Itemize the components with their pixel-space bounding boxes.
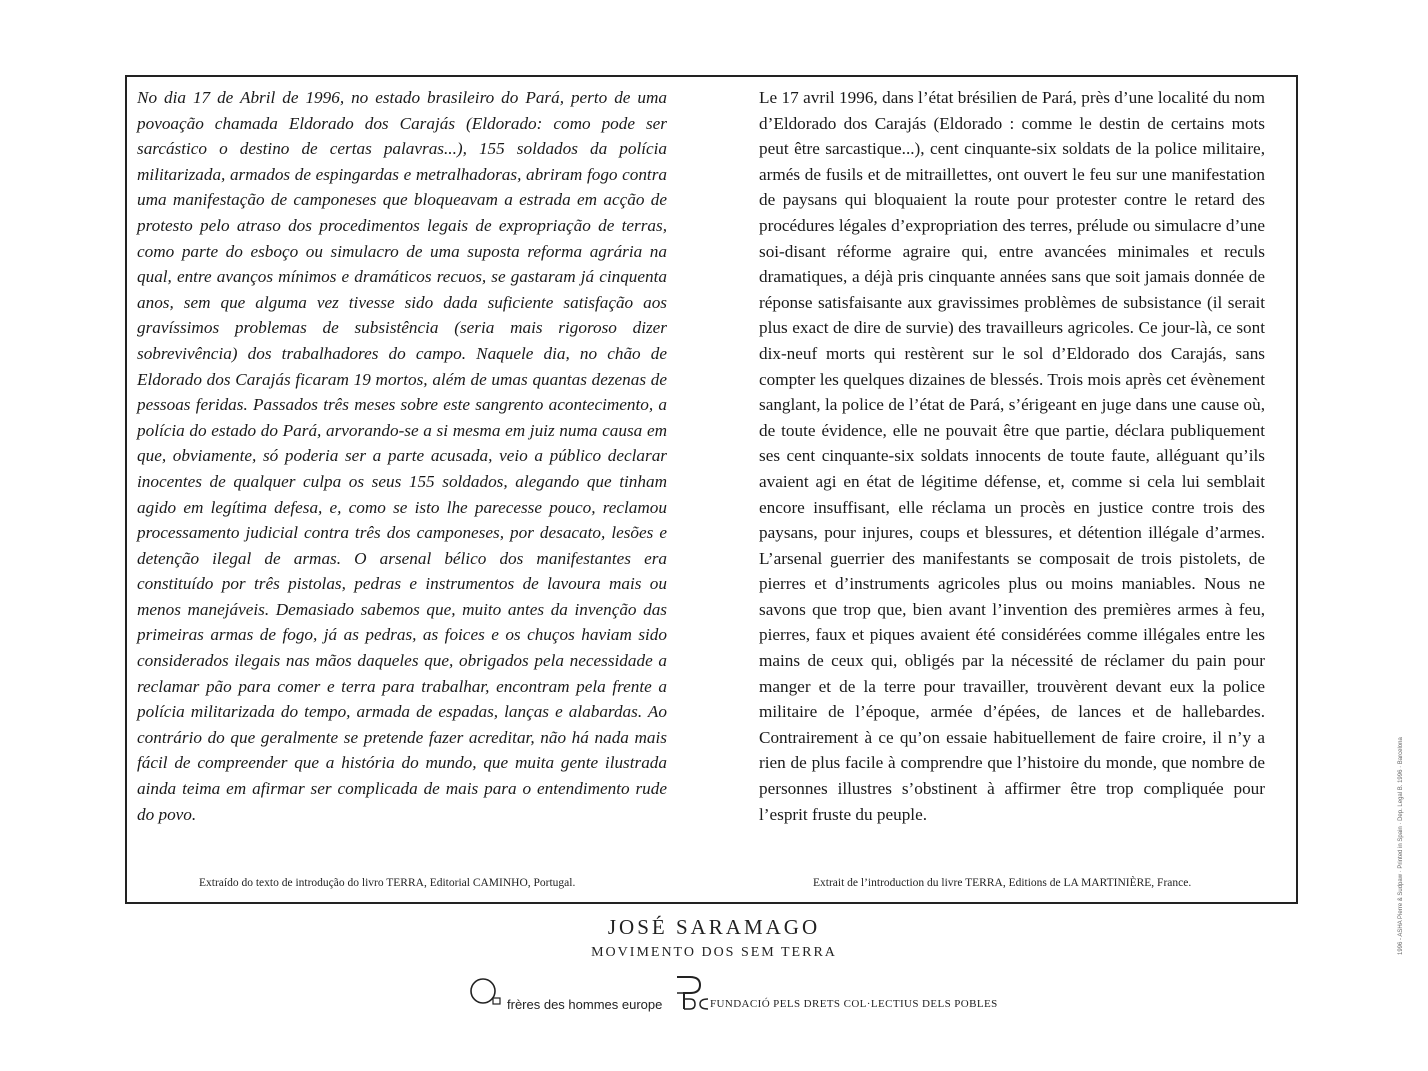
fundacio-logo-icon <box>674 973 714 1013</box>
fundacio-name: FUNDACIÓ PELS DRETS COL·LECTIUS DELS POBLES <box>710 998 998 1010</box>
french-source-caption: Extrait de l’introduction du livre TERRA, Editions de LA MARTINIÈRE, France. <box>813 877 1192 889</box>
text-frame <box>125 75 1298 904</box>
freres-des-hommes-name: frères des hommes europe <box>507 997 663 1012</box>
freres-des-hommes-logo-icon <box>466 977 506 1007</box>
poster-subtitle: MOVIMENTO DOS SEM TERRA <box>591 945 837 960</box>
french-text-column: Le 17 avril 1996, dans l’état brésilien de Pará, près d’une localité du nom d’Eldorado dos Carajás (Eldorado : comme le destin de certains mots peut être sarcastique...), cent cinquante-six soldats de la police militaire, armés de fusils et de mitraillettes, ont ouvert le feu sur une manifestation de paysans qui bloquaient la route pour protester contre le retard des procédures légales d’expropriation des terres, prélude ou simulacre d’une soi-disant réforme agraire qui, entre avancées minimales et reculs dramatiques, a déjà pris cinquante années sans que soit jamais donnée de réponse satisfaisante aux gravissimes problèmes de subsistance (il serait plus exact de dire de survie) des travailleurs agricoles. Ce jour-là, ce sont dix-neuf morts qui restèrent sur le sol d’Eldorado dos Carajás, sans compter les quelques dizaines de blessés. Trois mois après cet évènement sanglant, la police de l’état de Pará, s’érigeant en juge dans une cause où, de toute évidence, elle ne pouvait être que partie, déclara publiquement ses cent cinquante-six soldats innocents de toute faute, alléguant qu’ils avaient agi en état de légitime défense, et, comme si cela lui semblait encore insuffisant, elle réclama un procès en justice contre trois des paysans, pour injures, coups et blessures, et détention illégale d’armes. L’arsenal guerrier des manifestants se composait de trois pistolets, de pierres et d’instruments agricoles plus ou moins maniables. Nous ne savons que trop que, bien avant l’invention des premières armes à feu, pierres, faux et piques avaient été considérées comme illégales entre les mains de ceux qui, obligés par la nécessité de réclamer du pain pour manger et de la terre pour travailler, trouvèrent devant eux la police militaire de l’époque, armée d’épées, de lances et de hallebardes. Contrairement à ce qu’on essaie habituellement de faire croire, il n’y a rien de plus facile à comprendre que l’histoire du monde, que nombre de personnes illustres s’obstinent à affirmer être trop compliquée pour l’esprit fruste du peuple. <box>759 88 1265 824</box>
portuguese-text-column: No dia 17 de Abril de 1996, no estado brasileiro do Pará, perto de uma povoação chamada Eldorado dos Carajás (Eldorado: como pode ser sarcástico o destino de certas palavras...), 155 soldados da polícia militarizada, armados de espingardas e metralhadoras, abriram fogo contra uma manifestação de camponeses que bloqueavam a estrada em acção de protesto pelo atraso dos procedimentos legais de expropriação de terras, como parte do esboço ou simulacro de uma suposta reforma agrária na qual, entre avanços mínimos e dramáticos recuos, se gastaram já cinquenta anos, sem que alguma vez tivesse sido dada suficiente satisfação aos gravíssimos problemas de subsistência (seria mais rigoroso dizer sobrevivência) dos trabalhadores do campo. Naquele dia, no chão de Eldorado dos Carajás ficaram 19 mortos, além de umas quantas dezenas de pessoas feridas. Passados três meses sobre este sangrento acontecimento, a polícia do estado do Pará, arvorando-se a si mesma em juiz numa causa em que, obviamente, só poderia ser a parte acusada, veio a público declarar inocentes de qualquer culpa os seus 155 soldados, alegando que tinham agido em legítima defesa, e, como se isto lhe parecesse pouco, reclamou processamento judicial contra três dos camponeses, por desacato, lesões e detenção ilegal de armas. O arsenal bélico dos manifestantes era constituído por três pistolas, pedras e instrumentos de lavoura mais ou menos manejáveis. Demasiado sabemos que, muito antes da invenção das primeiras armas de fogo, já as pedras, as foices e os chuços haviam sido considerados ilegais nas mãos daqueles que, obrigados pela necessidade a reclamar pão para comer e terra para trabalhar, encontram pela frente a polícia militarizada do tempo, armada de espadas, lanças e alabardas. Ao contrário do que geralmente se pretende fazer acreditar, não há nada mais fácil de compreender que a história do mundo, que muita gente ilustrada ainda teima em afirmar ser complicada de mais para o entendimento rude do povo. <box>137 88 667 824</box>
side-credit-text: 1996 - ASHA Pierre & Sudpaw · Printed in Spain · Dep. Legal B. 1996 · Barcelona <box>1398 737 1404 955</box>
author-name: JOSÉ SARAMAGO <box>607 915 821 939</box>
portuguese-source-caption: Extraído do texto de introdução do livro TERRA, Editorial CAMINHO, Portugal. <box>199 877 576 889</box>
